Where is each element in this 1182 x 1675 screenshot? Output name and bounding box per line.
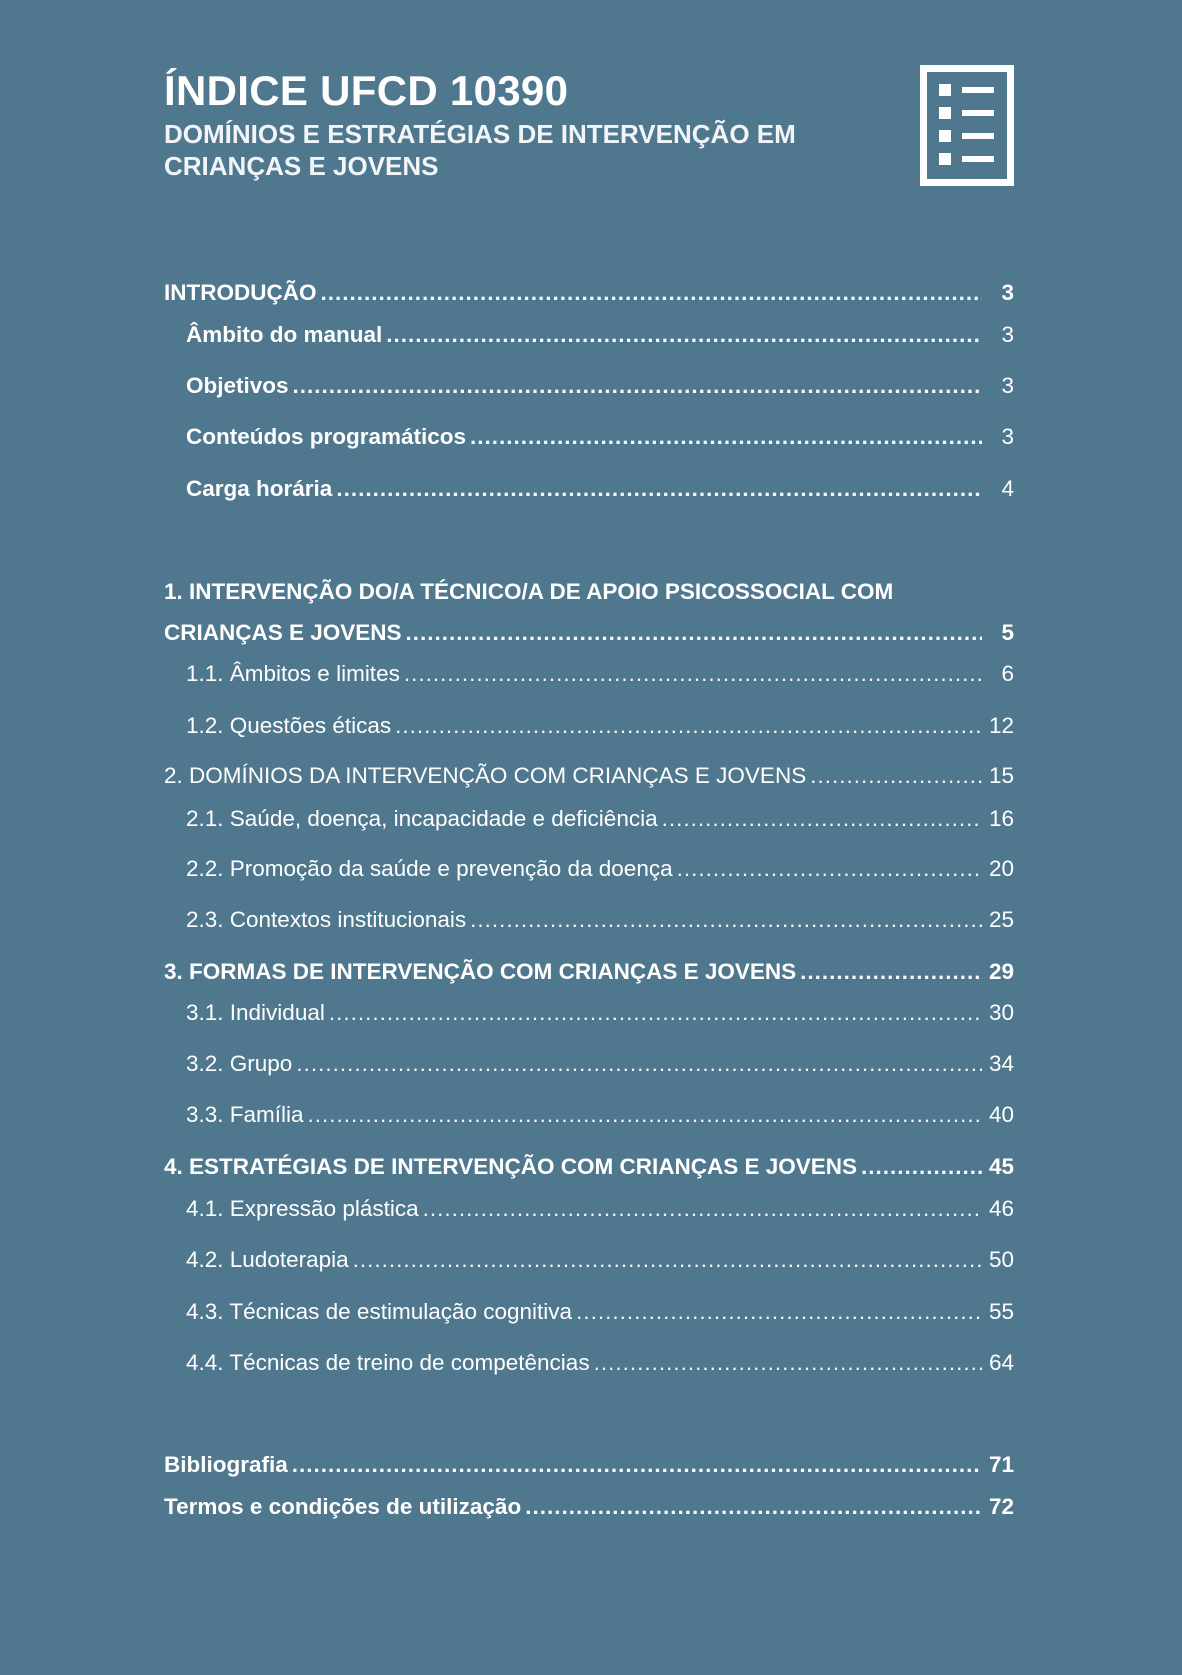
toc-entry-label: INTRODUÇÃO [164, 280, 317, 305]
dot-leader [329, 1000, 982, 1026]
toc-entry-2-3[interactable] [164, 907, 1014, 933]
dot-leader [470, 907, 982, 933]
dot-leader [353, 1247, 982, 1273]
toc-entry-2-2[interactable] [164, 856, 1014, 882]
page-header [164, 66, 864, 182]
toc-entry-label: Conteúdos programáticos [186, 424, 467, 449]
toc-entry-bibliografia[interactable] [164, 1452, 1014, 1478]
toc-entry-page: 6 [1001, 661, 1014, 686]
dot-leader [677, 856, 982, 882]
toc-entry-page: 71 [988, 1452, 1014, 1477]
toc-entry-4-3[interactable] [164, 1299, 1014, 1325]
dot-leader [406, 620, 982, 646]
toc-entry-label: 3.2. Grupo [186, 1051, 293, 1076]
toc-entry-label: 1.1. Âmbitos e limites [186, 661, 400, 686]
dot-leader [800, 959, 982, 985]
toc-entry-1-1[interactable] [164, 661, 1014, 687]
toc-entry-page: 20 [988, 856, 1014, 881]
toc-entry-page: 34 [988, 1051, 1014, 1076]
toc-entry-label: 4.1. Expressão plástica [186, 1196, 419, 1221]
toc-entry-3-3[interactable] [164, 1102, 1014, 1128]
toc-entry-label: Objetivos [186, 373, 289, 398]
dot-leader [576, 1299, 982, 1325]
dot-leader [321, 280, 983, 306]
dot-leader [296, 1051, 982, 1077]
dot-leader [662, 806, 982, 832]
toc-entry-page: 3 [1001, 322, 1014, 347]
toc-entry-label: Bibliografia [164, 1452, 288, 1477]
subtitle-line-2: CRIANÇAS E JOVENS [164, 151, 439, 181]
toc-entry-introducao[interactable] [164, 280, 1014, 306]
toc-entry-label: Termos e condições de utilização [164, 1494, 522, 1519]
toc-entry-ambito-manual[interactable] [164, 322, 1014, 348]
dot-leader [292, 1452, 982, 1478]
toc-entry-label: 4.3. Técnicas de estimulação cognitiva [186, 1299, 573, 1324]
dot-leader [423, 1196, 982, 1222]
toc-entry-page: 3 [1001, 280, 1014, 305]
dot-leader [810, 763, 982, 789]
toc-entry-label: 3. FORMAS DE INTERVENÇÃO COM CRIANÇAS E JOVENS [164, 959, 797, 984]
dot-leader [594, 1350, 982, 1376]
toc-entry-3-2[interactable] [164, 1051, 1014, 1077]
toc-entry-page: 72 [988, 1494, 1014, 1519]
toc-entry-2-1[interactable] [164, 806, 1014, 832]
page-subtitle [164, 118, 864, 182]
toc-entry-page: 5 [1001, 620, 1014, 645]
toc-entry-label: 2. DOMÍNIOS DA INTERVENÇÃO COM CRIANÇAS E JOVENS [164, 763, 807, 788]
toc-entry-label: 2.2. Promoção da saúde e prevenção da doença [186, 856, 673, 881]
toc-entry-label: 1.2. Questões éticas [186, 713, 392, 738]
page-title: ÍNDICE UFCD 10390 [164, 67, 569, 114]
toc-entry-page: 15 [988, 763, 1014, 788]
toc-section-2[interactable] [164, 763, 1014, 789]
toc-section-1-line-1[interactable]: 1. INTERVENÇÃO DO/A TÉCNICO/A DE APOIO PSICOSSOCIAL COM [164, 579, 894, 604]
toc-entry-3-1[interactable] [164, 1000, 1014, 1026]
toc-entry-label: 3.1. Individual [186, 1000, 325, 1025]
toc-entry-page: 40 [988, 1102, 1014, 1127]
dot-leader [386, 322, 982, 348]
toc-entry-page: 16 [988, 806, 1014, 831]
toc-entry-label: Âmbito do manual [186, 322, 383, 347]
dot-leader [470, 424, 982, 450]
toc-entry-conteudos[interactable] [164, 424, 1014, 450]
toc-entry-label: CRIANÇAS E JOVENS [164, 620, 402, 645]
toc-entry-4-1[interactable] [164, 1196, 1014, 1222]
toc-entry-1-2[interactable] [164, 713, 1014, 739]
toc-entry-page: 55 [988, 1299, 1014, 1324]
toc-entry-page: 46 [988, 1196, 1014, 1221]
toc-entry-4-4[interactable] [164, 1350, 1014, 1376]
toc-entry-label: 2.3. Contextos institucionais [186, 907, 467, 932]
toc-entry-page: 3 [1001, 424, 1014, 449]
toc-entry-4-2[interactable] [164, 1247, 1014, 1273]
toc-section-1[interactable] [164, 620, 1014, 646]
toc-entry-page: 50 [988, 1247, 1014, 1272]
toc-entry-page: 30 [988, 1000, 1014, 1025]
toc-section-3[interactable] [164, 959, 1014, 985]
subtitle-line-1: DOMÍNIOS E ESTRATÉGIAS DE INTERVENÇÃO EM [164, 119, 796, 149]
toc-entry-page: 64 [988, 1350, 1014, 1375]
toc-entry-carga-horaria[interactable] [164, 476, 1014, 502]
toc-entry-label: 2.1. Saúde, doença, incapacidade e deficiência [186, 806, 658, 831]
toc-entry-page: 3 [1001, 373, 1014, 398]
toc-entry-label: 4. ESTRATÉGIAS DE INTERVENÇÃO COM CRIANÇAS E JOVENS [164, 1154, 858, 1179]
toc-entry-page: 25 [988, 907, 1014, 932]
document-list-icon [920, 65, 1014, 186]
toc-entry-label: 4.2. Ludoterapia [186, 1247, 349, 1272]
dot-leader [404, 661, 982, 687]
toc-entry-page: 4 [1001, 476, 1014, 501]
toc-entry-termos[interactable] [164, 1494, 1014, 1520]
toc-entry-label: 3.3. Família [186, 1102, 304, 1127]
dot-leader [395, 713, 982, 739]
toc-entry-label: 4.4. Técnicas de treino de competências [186, 1350, 590, 1375]
toc-entry-objetivos[interactable] [164, 373, 1014, 399]
dot-leader [336, 476, 982, 502]
dot-leader [525, 1494, 982, 1520]
toc-entry-page: 12 [988, 713, 1014, 738]
dot-leader [293, 373, 982, 399]
dot-leader [861, 1154, 982, 1180]
toc-entry-label: Carga horária [186, 476, 333, 501]
toc-entry-page: 45 [988, 1154, 1014, 1179]
toc-section-4[interactable] [164, 1154, 1014, 1180]
toc-entry-page: 29 [988, 959, 1014, 984]
dot-leader [308, 1102, 982, 1128]
